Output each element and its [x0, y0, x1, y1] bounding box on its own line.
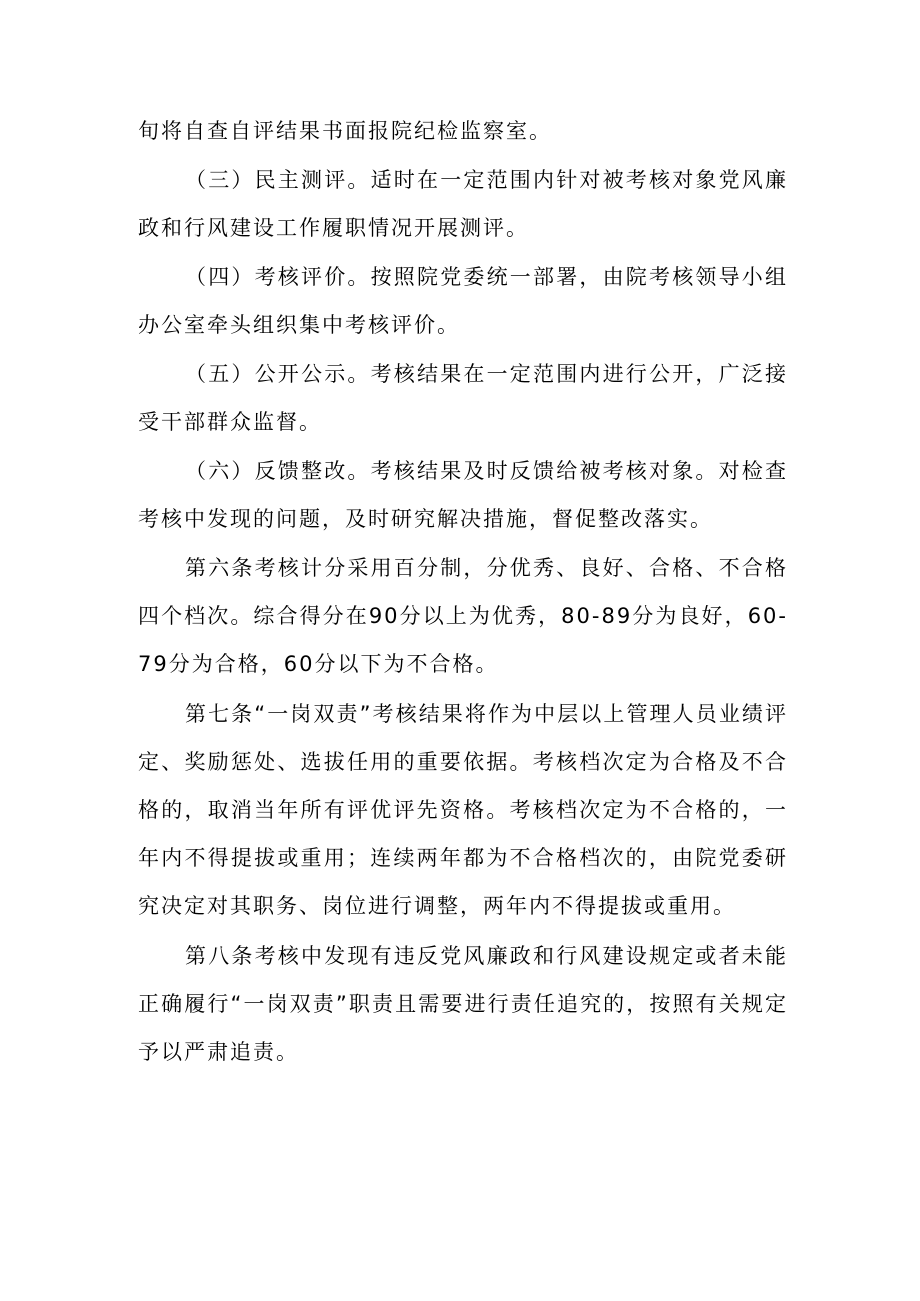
paragraph-democratic-evaluation: （三）民主测评。适时在一定范围内针对被考核对象党风廉政和行风建设工作履职情况开展测评。: [138, 168, 788, 240]
paragraph-article-seven: 第七条“一岗双责”考核结果将作为中层以上管理人员业绩评定、奖励惩处、选拔任用的重要依据。考核档次定为合格及不合格的，取消当年所有评优评先资格。考核档次定为不合格的，一年内不得提拔或重用；连续两年都为不合格档次的，由院党委研究决定对其职务、岗位进行调整，两年内不得提拔或重用。: [138, 702, 788, 918]
paragraph-public-notice: （五）公开公示。考核结果在一定范围内进行公开，广泛接受干部群众监督。: [138, 362, 788, 434]
paragraph-feedback-rectification: （六）反馈整改。考核结果及时反馈给被考核对象。对检查考核中发现的问题，及时研究解决措施，督促整改落实。: [138, 459, 788, 531]
paragraph-article-six: 第六条考核计分采用百分制，分优秀、良好、合格、不合格四个档次。综合得分在90分以上为优秀，80-89分为良好，60-79分为合格，60分以下为不合格。: [138, 556, 788, 676]
paragraph-continuation: 旬将自查自评结果书面报院纪检监察室。: [138, 119, 552, 143]
paragraph-article-eight: 第八条考核中发现有违反党风廉政和行风建设规定或者未能正确履行“一岗双责”职责且需要进行责任追究的，按照有关规定予以严肃追责。: [138, 944, 788, 1064]
paragraph-assessment-evaluation: （四）考核评价。按照院党委统一部署，由院考核领导小组办公室牵头组织集中考核评价。: [138, 265, 788, 337]
